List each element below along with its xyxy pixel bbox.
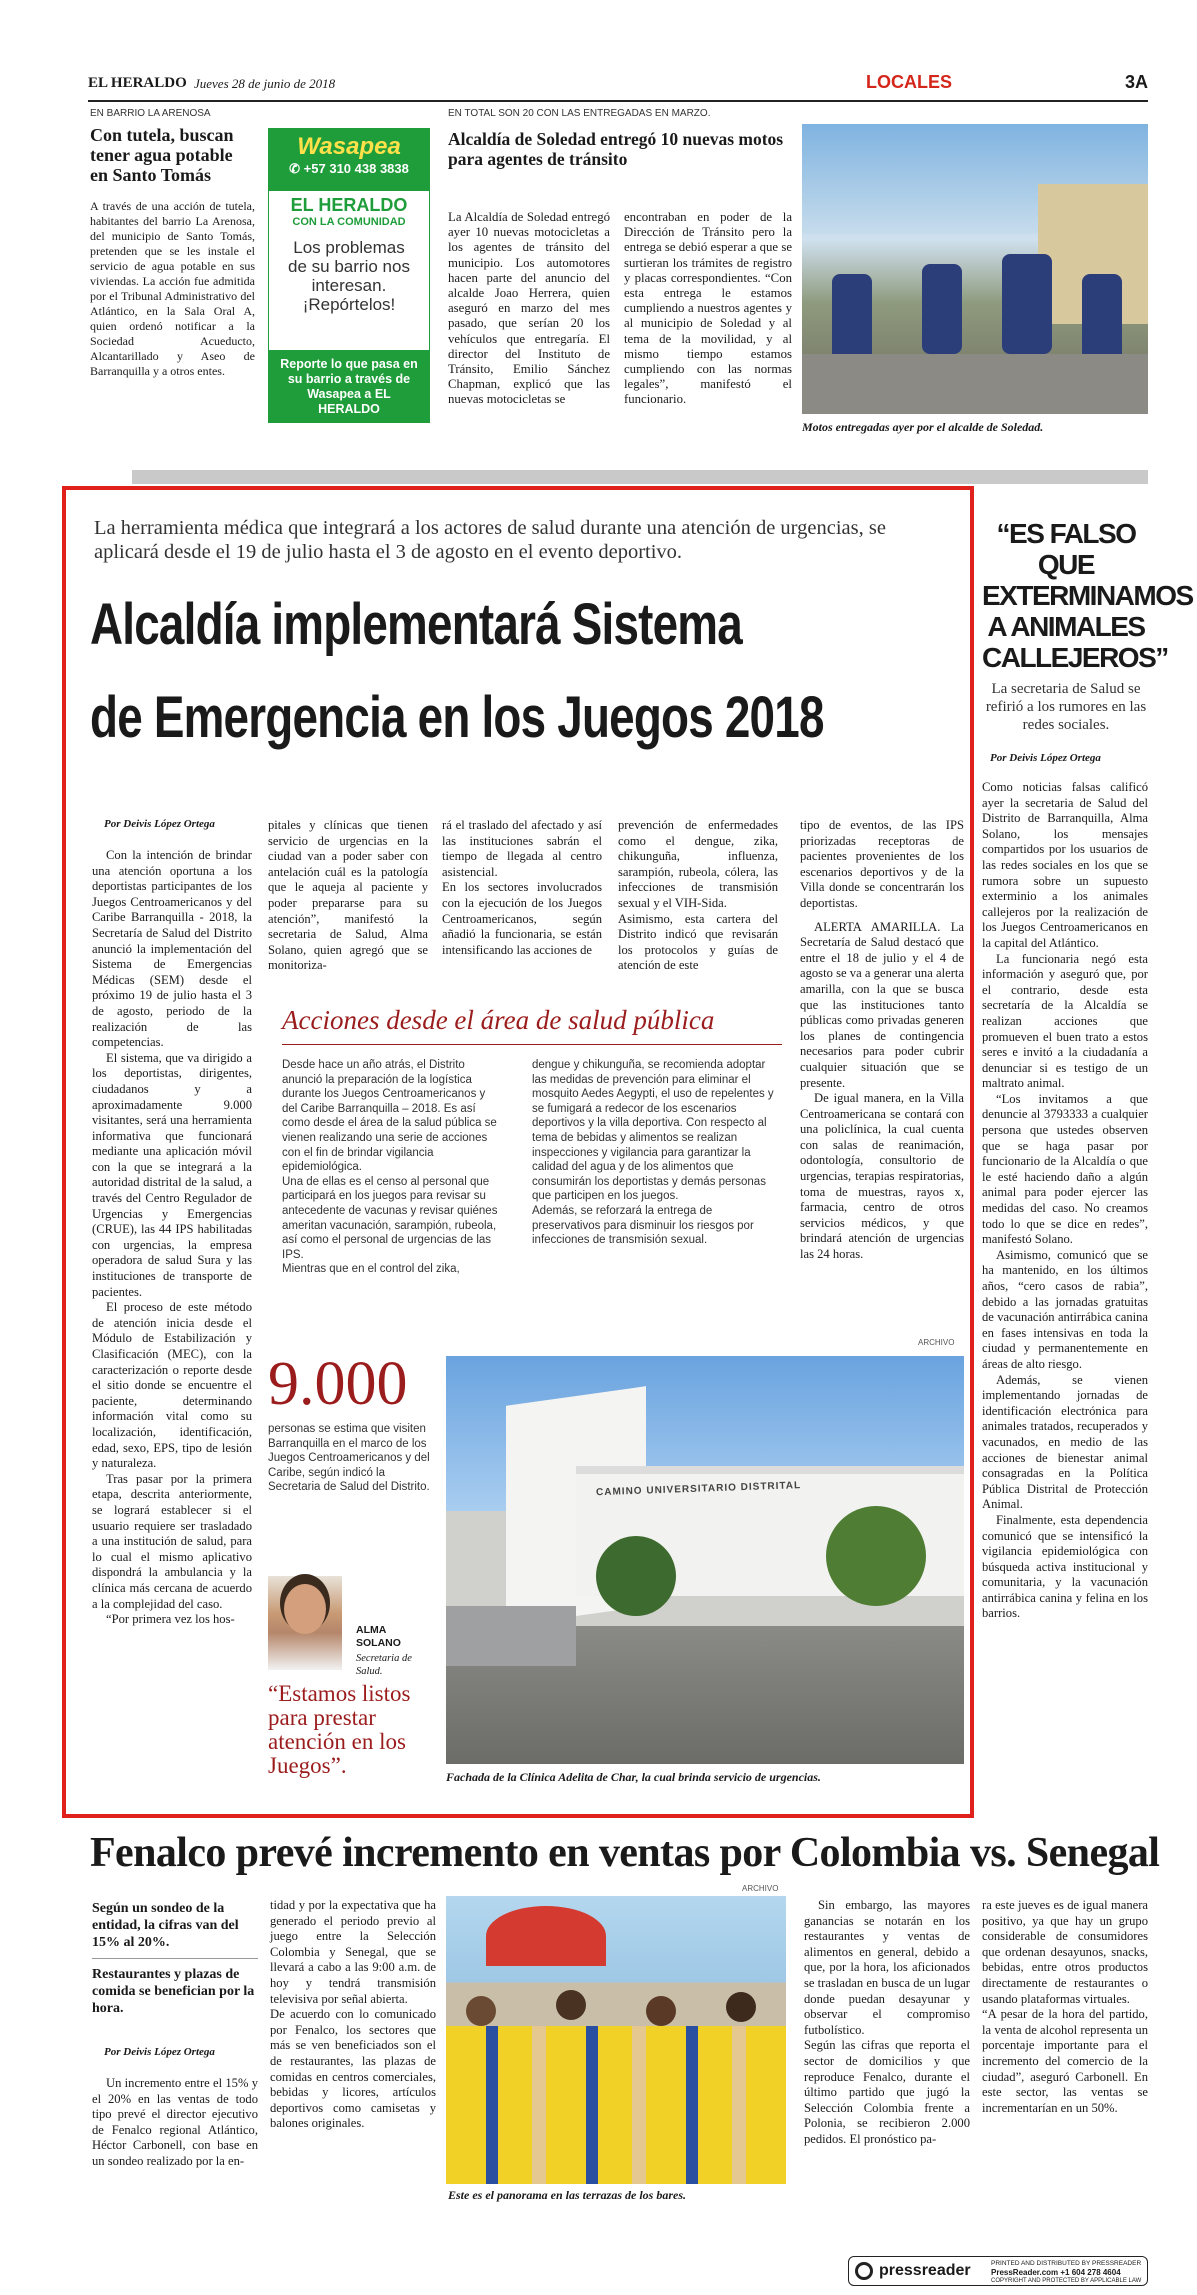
story-title: Alcaldía de Soledad entregó 10 nuevas motos para agentes de tránsito [448,129,784,169]
paragraph: Tras pasar por la primera etapa, descrita anteriormente, se logrará establecer si el usuario requiere ser trasladado a una institución de salud, para lo cual el mismo aplicativo dispondrá la ambulancia y la clínica más cercana de acuerdo a la complejidad del caso. [92,1471,252,1611]
paragraph: Asimismo, comunicó que se ha mantenido, en los últimos años, “cero casos de rabia”, debido a las jornadas gratuitas de vacunación antirrábica canina en fases intensivas en toda la ciudad y permanentemente en áreas de alto riesgo. [982,1247,1148,1371]
top-left-story [90,108,255,379]
wasapea-header [269,129,429,191]
avatar [268,1576,342,1670]
archivo-label: ARCHIVO [918,1338,955,1347]
wasapea-brand: Wasapea [297,133,401,160]
paragraph: Finalmente, esta dependencia comunicó que se intensificó la vigilancia epidemiológica con búsqueda activa institucional y comunitaria, y la vacunación antirrábica canina y felina en los barrios. [982,1512,1148,1621]
pressreader-logo-icon [855,2262,873,2280]
pressreader-brand: pressreader [879,2262,971,2279]
public-health-box-col2: dengue y chikunguña, se recomienda adoptar las medidas de prevención para eliminar el mosquito Aedes Aegypti, el uso de repelentes y se fumigará a redecor de los escenarios deportivos y la villa deportiva. Con respecto al tema de bebidas y alimentos se realizan inspecciones y vigilancia para garantizar la calidad del agua y de los alimentos que consumirán los deportistas y demás personas que participen en los juegos. Además, se reforzará la entrega de preservativos para disminuir los riesgos por infecciones de transmisión sexual. [532,1059,774,1247]
paragraph: El proceso de este método de atención inicia desde el Módulo de Estabilización y Clasificación (MEC), con la caracterización o reporte desde el sitio donde se encuentre el paciente, determinando información vital como su localización, identificación, edad, sexo, EPS, tipo de lesión y naturaleza. [92,1300,252,1471]
motorcycles-caption: Motos entregadas ayer por el alcalde de Soledad. [802,420,1044,434]
paragraph: tipo de eventos, de las IPS priorizadas receptoras de pacientes provenientes de los escenarios deportivos y de la Villa donde se concentrarán los deportistas. [800,818,964,910]
clinic-sign: CAMINO UNIVERSITARIO DISTRITAL [595,1480,802,1499]
stat-number: 9.000 [268,1350,408,1418]
fenalco-deck1: Según un sondeo de la entidad, la cifras van del 15% al 20%. [92,1901,239,1950]
paragraph: Con la intención de brindar una atención oportuna a los deportistas participantes de los Juegos Centroamericanos y del Caribe Barranquilla - 2018, la Secretaría de Salud del Distrito anunció la implementación del Sistema de Emergencias Médicas (SEM) desde el próximo 19 de julio hasta el 3 de agosto, periodo de la realización de las competencias. [92,848,252,1050]
wasapea-cta: Reporte lo que pasa en su barrio a través de Wasapea a EL HERALDO [269,350,429,422]
wasapea-paper: EL HERALDO [290,195,408,215]
story-title: Con tutela, buscan tener agua potable en Santo Tomás [90,125,234,185]
paper-name: EL HERALDO [88,75,187,91]
main-col4: prevención de enfermedades como el dengue, zika, chikunguña, influenza, sarampión, rubeola, cólera, las infecciones de transmisión sexual y el VIH-Sida. Asimismo, esta cartera del Distrito indicó que revisarán los protocolos y guías de atención de este [618,818,778,973]
paragraph: La funcionaria negó esta información y aseguró que, por el contrario, desde esta secretaría de la Alcaldía se realizan acciones que promueven el buen trato a estos seres e invitó a la ciudadanía a denunciar si es testigo de un maltrato animal. [982,951,1148,1091]
main-col5 [800,818,964,1263]
paragraph: El sistema, que va dirigido a los deportistas, dirigentes, ciudadanos y a aproximadamente 9.000 visitantes, será una herramienta informativa que funcionará mediante una aplicación móvil con la que se integrará a la autoridad distrital de la salud, a través del Centro Regulador de Urgencias y Emergencias (CRUE), las 44 IPS habilitadas con urgencias, la empresa operadora de salud Sura y las instituciones de transporte de pacientes. [92,1050,252,1299]
pressreader-line1: PRINTED AND DISTRIBUTED BY PRESSREADER [991,2260,1142,2267]
sidebar-body [982,780,1148,1622]
quote-name: ALMA SOLANO [356,1624,401,1649]
wasapea-promo [268,128,430,423]
top-right-col1: La Alcaldía de Soledad entregó ayer 10 nuevas motocicletas a los agentes de tránsito del municipio. Los automotores hacen parte del anuncio del alcalde Joao Herrera, quien aseguró en marzo del mes pasado, que serían 20 los vehículos que entregaría. El director del Instituto de Tránsito, Emilio Sánchez Chapman, explicó que las nuevas motocicletas se [448,210,610,407]
section-name: LOCALES [866,72,953,92]
motorcycles-photo [802,124,1148,414]
sidebar-deck: La secretaria de Salud se refirió a los rumores en las redes sociales. [985,681,1147,733]
fenalco-deck2: Restaurantes y plazas de comida se benefician por la hora. [92,1967,255,2016]
public-health-box-title: Acciones desde el área de salud pública [282,1005,715,1035]
fenalco-col2: tidad y por la expectativa que ha generado el periodo previo al juego entre la Selección Colombia y Senegal, que se llevará a cabo a las 9:00 a.m. de hoy y tendrá transmisión televisiva por señal abierta. De acuerdo con lo comunicado por Fenalco, los sectores que más se ven beneficiados son el de restaurantes, las plazas de comidas en centros comerciales, bebidas y licores, artículos deportivos como camisetas y balones originales. [270,1898,436,2131]
top-right-col2: encontraban en poder de la Dirección de Tránsito pero la entrega se debió esperar a que se surtieran los trámites de registro y placas correspondientes. “Con esta entrega le estamos cumpliendo a nuestros agentes y al municipio de Soledad y al tema de la movilidad, y al mismo tiempo estamos cumpliendo con las normas legales”, manifestó el funcionario. [624,210,792,407]
wasapea-phone: +57 310 438 3838 [303,161,409,176]
fenalco-col4: ra este jueves es de igual manera positivo, ya que hay un grupo considerable de consumidores que ordenan desayunos, snacks, bebidas, entre otros productos directamente de restaurantes o usando plataformas virtuales. “A pesar de la hora del partido, la venta de alcohol representa un porcentaje importante para el incremento del comercio de la ciudad”, aseguró Carbonell. En este sector, las ventas se incrementarían en un 50%. [982,1898,1148,2115]
pressreader-line2: PressReader.com +1 604 278 4604 [991,2268,1121,2277]
page-header [88,72,1148,98]
public-health-box-col1: Desde hace un año atrás, el Distrito anunció la preparación de la logística durante los Juegos Centroamericanos y del Caribe Barranquilla – 2018. Es así como desde el área de la salud pública se vienen realizando una serie de acciones con el fin de brindar vigilancia epidemiológica. Una de ellas es el censo al personal que participará en los juegos para revisar su antecedente de vacunas y revisar quiénes ameritan vacunación, sarampión, rubeola, así como el personal de urgencias de las IPS. Mientras que en el control del zika, [282,1059,498,1276]
main-headline-1: Alcaldía implementará Sistema [90,592,742,657]
paragraph: Como noticias falsas calificó ayer la secretaria de Salud del Distrito de Barranquilla, Alma Solano, los mensajes compartidos por los usuarios de las redes sociales en los que se rumora sobre un supuesto exterminio a los animales callejeros por la realización de los Juegos Centroamericanos en la capital del Atlántico. [982,780,1148,950]
main-byline: Por Deivis López Ortega [104,818,215,830]
header-rule [88,100,1148,102]
sidebar-byline: Por Deivis López Ortega [990,752,1101,764]
wasapea-message: Los problemas de su barrio nos interesan. ¡Repórtelos! [288,238,410,314]
box-title-rule [282,1044,782,1045]
pull-quote: “Estamos listos para prestar atención en los Juegos”. [268,1681,411,1778]
pressreader-line3: COPYRIGHT AND PROTECTED BY APPLICABLE LAW [991,2278,1142,2284]
quote-role: Secretaria de Salud. [356,1653,412,1677]
top-right-story [448,108,794,169]
fans-photo [446,1896,786,2184]
sidebar-headline: “ES FALSO QUE EXTERMINAMOS A ANIMALES CALLEJEROS” [982,518,1193,673]
clinic-photo [446,1356,964,1764]
whatsapp-icon: ✆ [289,161,301,176]
wasapea-tagline: CON LA COMUNIDAD [292,216,406,228]
paragraph: “Por primera vez los hos- [106,1612,235,1627]
main-deck: La herramienta médica que integrará a los actores de salud durante una atención de urgencias, se aplicará desde el 19 de julio hasta el 3 de agosto en el evento deportivo. [94,517,886,563]
kicker: EN BARRIO LA ARENOSA [90,108,211,119]
main-col1 [92,848,252,1628]
page-number: 3A [1124,72,1148,92]
paragraph: ALERTA AMARILLA. La Secretaría de Salud destacó que entre el 18 de julio y el 4 de agosto se va a generar una alerta amarilla, con la que se busca que las instituciones tanto públicas como privadas generen los planes de contingencia necesarios para poder cubrir cualquier situación que se presente. [800,919,964,1090]
story-body: A través de una acción de tutela, habitantes del barrio La Arenosa, del municipio de Santo Tomás, pretenden que se les instale el servicio de agua potable en sus viviendas. La acción fue admitida por el Tribunal Administrativo del Atlántico, en la Sala Oral A, quien ordenó notificar a la Sociedad Acueducto, Alcantarillado y Aseo de Barranquilla y a otros entes. [90,199,255,378]
pressreader-badge[interactable] [848,2256,1148,2286]
main-col3: rá el traslado del afectado y así las instituciones sabrán el tiempo de llegada al centro asistencial. En los sectores involucrados con la ejecución de los Juegos Centroamericanos, según añadió la funcionaria, se están intensificando las acciones de [442,818,602,957]
stat-text: personas se estima que visiten Barranquilla en el marco de los Juegos Centroamericanos y del Caribe, según indicó la Secretaria de Salud del Distrito. [268,1423,430,1494]
paragraph: “Los invitamos a que denuncie al 3793333 a cualquier persona que ustedes observen que se haga pasar por funcionario de la Alcaldía o que le esté haciendo daño a algún animal para poder ejercer las medidas del caso. No creamos todo lo que se dice en redes”, manifestó Solano. [982,1091,1148,1247]
header-date: Jueves 28 de junio de 2018 [194,76,336,91]
main-headline-2: de Emergencia en los Juegos 2018 [90,685,824,750]
fenalco-headline: Fenalco prevé incremento en ventas por Colombia vs. Senegal [90,1830,1160,1876]
clinic-caption: Fachada de la Clínica Adelita de Char, la cual brinda servicio de urgencias. [446,1770,821,1784]
section-divider [132,470,1148,484]
fenalco-col1: Un incremento entre el 15% y el 20% en las ventas de todo tipo prevé el director ejecutivo de Fenalco regional Atlántico, Héctor Carbonell, con base en un sondeo realizado por la en- [92,2076,258,2168]
fenalco-col3: Sin embargo, las mayores ganancias se notarán en los restaurantes y ventas de alimentos en general, debido a que, por la hora, los aficionados se trasladan en busca de un lugar donde puedan desayunar y observar el compromiso futbolístico. Según las cifras que reporta el sector de domicilios y que reproduce Fenalco, durante el último partido que jugó la Selección Colombia frente a Polonia, se recibieron 2.000 pedidos. El pronóstico pa- [804,1898,970,2146]
deck-rule [92,1958,258,1959]
archivo-label: ARCHIVO [742,1884,779,1893]
fenalco-byline: Por Deivis López Ortega [104,2046,215,2058]
fans-caption: Este es el panorama en las terrazas de los bares. [448,2188,687,2202]
kicker: EN TOTAL SON 20 CON LAS ENTREGADAS EN MARZO. [448,108,711,119]
paragraph: De igual manera, en la Villa Centroamericana se contará con una policlínica, la cual cuenta con salas de reanimación, odontología, consultorio de urgencias, terapias respiratorias, toma de muestras, rayos x, farmacia, centro de otros servicios médicos, y que brindará atención de urgencias las 24 horas. [800,1091,964,1262]
paragraph: Además, se vienen implementando jornadas de identificación electrónica para animales tratados, recuperados y vacunados, en medio de las acciones de bienestar animal consagradas en la Política Pública Distrital de Protección Animal. [982,1372,1148,1512]
main-col2: pitales y clínicas que tienen servicio de urgencias en la ciudad van a poder saber con antelación cuál es la patología que le aqueja al paciente y poder prepararse para su atención”, manifestó la secretaria de Salud, Alma Solano, quien agregó que se monitoriza- [268,818,428,973]
